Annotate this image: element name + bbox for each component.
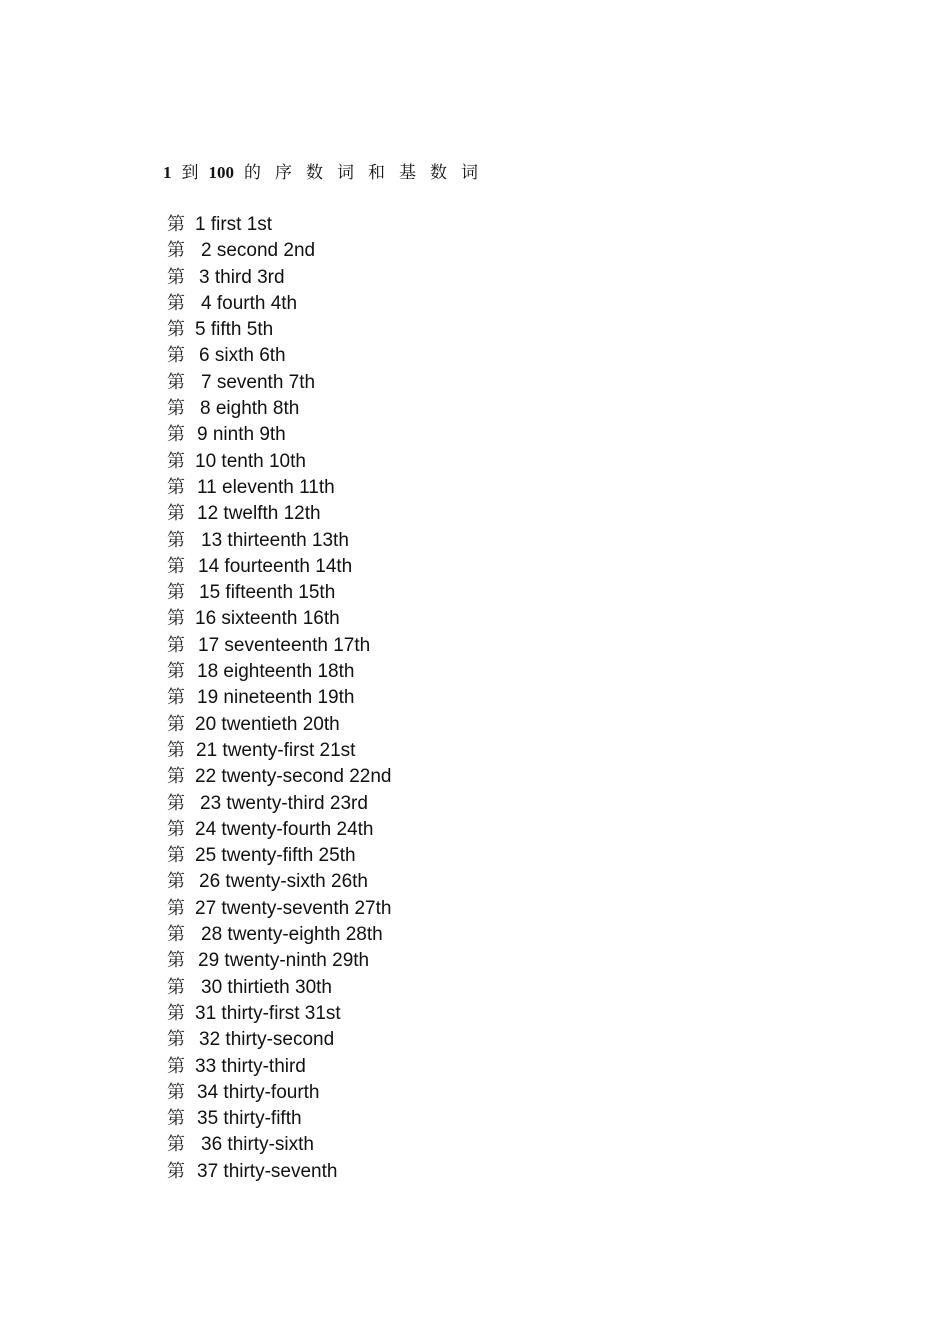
ordinal-prefix: 第 xyxy=(167,1002,185,1024)
ordinal-prefix: 第 xyxy=(167,871,185,893)
ordinal-prefix: 第 xyxy=(167,240,185,262)
ordinal-prefix: 第 xyxy=(167,450,185,472)
ordinal-prefix: 第 xyxy=(167,266,185,288)
ordinal-entry-text: 30 thirtieth 30th xyxy=(201,976,332,998)
ordinal-prefix: 第 xyxy=(167,1081,185,1103)
list-item xyxy=(167,265,391,291)
ordinal-list xyxy=(167,212,391,1185)
list-item xyxy=(167,1001,391,1027)
ordinal-prefix: 第 xyxy=(167,766,185,788)
ordinal-entry-text: 19 nineteenth 19th xyxy=(197,687,355,709)
ordinal-entry-text: 11 eleventh 11th xyxy=(197,476,335,498)
ordinal-prefix: 第 xyxy=(167,976,185,998)
list-item xyxy=(167,896,391,922)
ordinal-prefix: 第 xyxy=(167,319,185,341)
list-item xyxy=(167,212,391,238)
ordinal-prefix: 第 xyxy=(167,398,185,420)
ordinal-prefix: 第 xyxy=(167,661,185,683)
ordinal-entry-text: 9 ninth 9th xyxy=(197,424,286,446)
ordinal-entry-text: 37 thirty-seventh xyxy=(197,1160,338,1182)
list-item xyxy=(167,659,391,685)
ordinal-prefix: 第 xyxy=(167,345,185,367)
ordinal-prefix: 第 xyxy=(167,424,185,446)
list-item xyxy=(167,764,391,790)
list-item xyxy=(167,554,391,580)
ordinal-entry-text: 1 first 1st xyxy=(195,214,273,235)
ordinal-entry-text: 26 twenty-sixth 26th xyxy=(199,871,368,893)
ordinal-entry-text: 15 fifteenth 15th xyxy=(199,582,336,604)
ordinal-prefix: 第 xyxy=(167,634,185,656)
ordinal-entry-text: 18 eighteenth 18th xyxy=(197,661,355,683)
ordinal-entry-text: 12 twelfth 12th xyxy=(197,503,321,525)
ordinal-entry-text: 31 thirty-first 31st xyxy=(195,1002,341,1024)
list-item xyxy=(167,449,391,475)
title-to: 到 xyxy=(181,163,199,183)
ordinal-entry-text: 8 eighth 8th xyxy=(200,398,300,420)
ordinal-prefix: 第 xyxy=(167,818,185,840)
ordinal-entry-text: 20 twentieth 20th xyxy=(195,713,340,735)
list-item xyxy=(167,1080,391,1106)
ordinal-prefix: 第 xyxy=(167,739,185,761)
title-number-start: 1 xyxy=(163,163,172,182)
ordinal-prefix: 第 xyxy=(167,792,185,814)
list-item xyxy=(167,238,391,264)
ordinal-prefix: 第 xyxy=(167,503,185,525)
list-item xyxy=(167,791,391,817)
list-item xyxy=(167,317,391,343)
ordinal-entry-text: 22 twenty-second 22nd xyxy=(195,766,392,788)
list-item xyxy=(167,422,391,448)
list-item xyxy=(167,343,391,369)
ordinal-prefix: 第 xyxy=(167,1108,185,1130)
list-item xyxy=(167,580,391,606)
ordinal-prefix: 第 xyxy=(167,1055,185,1077)
ordinal-prefix: 第 xyxy=(167,292,185,314)
ordinal-entry-text: 24 twenty-fourth 24th xyxy=(195,818,374,840)
list-item xyxy=(167,1132,391,1158)
ordinal-entry-text: 25 twenty-fifth 25th xyxy=(195,845,356,867)
list-item xyxy=(167,922,391,948)
ordinal-entry-text: 36 thirty-sixth xyxy=(201,1134,314,1156)
list-item xyxy=(167,1027,391,1053)
ordinal-prefix: 第 xyxy=(167,476,185,498)
ordinal-entry-text: 33 thirty-third xyxy=(195,1055,306,1077)
list-item xyxy=(167,948,391,974)
ordinal-prefix: 第 xyxy=(167,1160,185,1182)
ordinal-entry-text: 32 thirty-second xyxy=(199,1029,335,1051)
ordinal-prefix: 第 xyxy=(167,924,185,946)
ordinal-prefix: 第 xyxy=(167,713,185,735)
ordinal-prefix: 第 xyxy=(167,845,185,867)
ordinal-entry-text: 34 thirty-fourth xyxy=(197,1081,320,1103)
ordinal-entry-text: 23 twenty-third 23rd xyxy=(200,792,368,814)
list-item xyxy=(167,501,391,527)
ordinal-entry-text: 28 twenty-eighth 28th xyxy=(201,924,383,946)
list-item xyxy=(167,738,391,764)
list-item xyxy=(167,1159,391,1185)
ordinal-prefix: 第 xyxy=(167,687,185,709)
ordinal-prefix: 第 xyxy=(167,608,185,630)
list-item xyxy=(167,528,391,554)
ordinal-entry-text: 17 seventeenth 17th xyxy=(198,634,371,656)
ordinal-prefix: 第 xyxy=(167,529,185,551)
ordinal-entry-text: 10 tenth 10th xyxy=(195,450,306,472)
list-item xyxy=(167,633,391,659)
list-item xyxy=(167,817,391,843)
ordinal-prefix: 第 xyxy=(167,1134,185,1156)
list-item xyxy=(167,843,391,869)
ordinal-prefix: 第 xyxy=(167,950,185,972)
ordinal-entry-text: 16 sixteenth 16th xyxy=(195,608,340,630)
ordinal-prefix: 第 xyxy=(167,582,185,604)
list-item xyxy=(167,1106,391,1132)
title-text: 的序数词和基数词 xyxy=(244,163,492,183)
list-item xyxy=(167,975,391,1001)
ordinal-entry-text: 7 seventh 7th xyxy=(201,371,316,393)
list-item xyxy=(167,291,391,317)
ordinal-entry-text: 13 thirteenth 13th xyxy=(201,529,349,551)
ordinal-entry-text: 3 third 3rd xyxy=(199,266,285,288)
ordinal-prefix: 第 xyxy=(167,1029,185,1051)
list-item xyxy=(167,370,391,396)
ordinal-entry-text: 29 twenty-ninth 29th xyxy=(198,950,370,972)
list-item xyxy=(167,396,391,422)
ordinal-prefix: 第 xyxy=(167,555,185,577)
list-item xyxy=(167,606,391,632)
ordinal-entry-text: 27 twenty-seventh 27th xyxy=(195,897,392,919)
ordinal-prefix: 第 xyxy=(167,371,185,393)
list-item xyxy=(167,712,391,738)
list-item xyxy=(167,869,391,895)
title-number-end: 100 xyxy=(208,163,234,182)
ordinal-entry-text: 21 twenty-first 21st xyxy=(196,739,356,761)
ordinal-prefix: 第 xyxy=(167,897,185,919)
list-item xyxy=(167,475,391,501)
list-item xyxy=(167,1054,391,1080)
ordinal-entry-text: 35 thirty-fifth xyxy=(197,1108,302,1130)
ordinal-entry-text: 14 fourteenth 14th xyxy=(198,555,353,577)
ordinal-entry-text: 6 sixth 6th xyxy=(199,345,286,367)
ordinal-entry-text: 5 fifth 5th xyxy=(195,319,274,341)
list-item xyxy=(167,685,391,711)
document-title xyxy=(163,160,492,186)
ordinal-entry-text: 2 second 2nd xyxy=(201,240,316,262)
ordinal-entry-text: 4 fourth 4th xyxy=(201,292,298,314)
ordinal-prefix: 第 xyxy=(167,214,185,235)
